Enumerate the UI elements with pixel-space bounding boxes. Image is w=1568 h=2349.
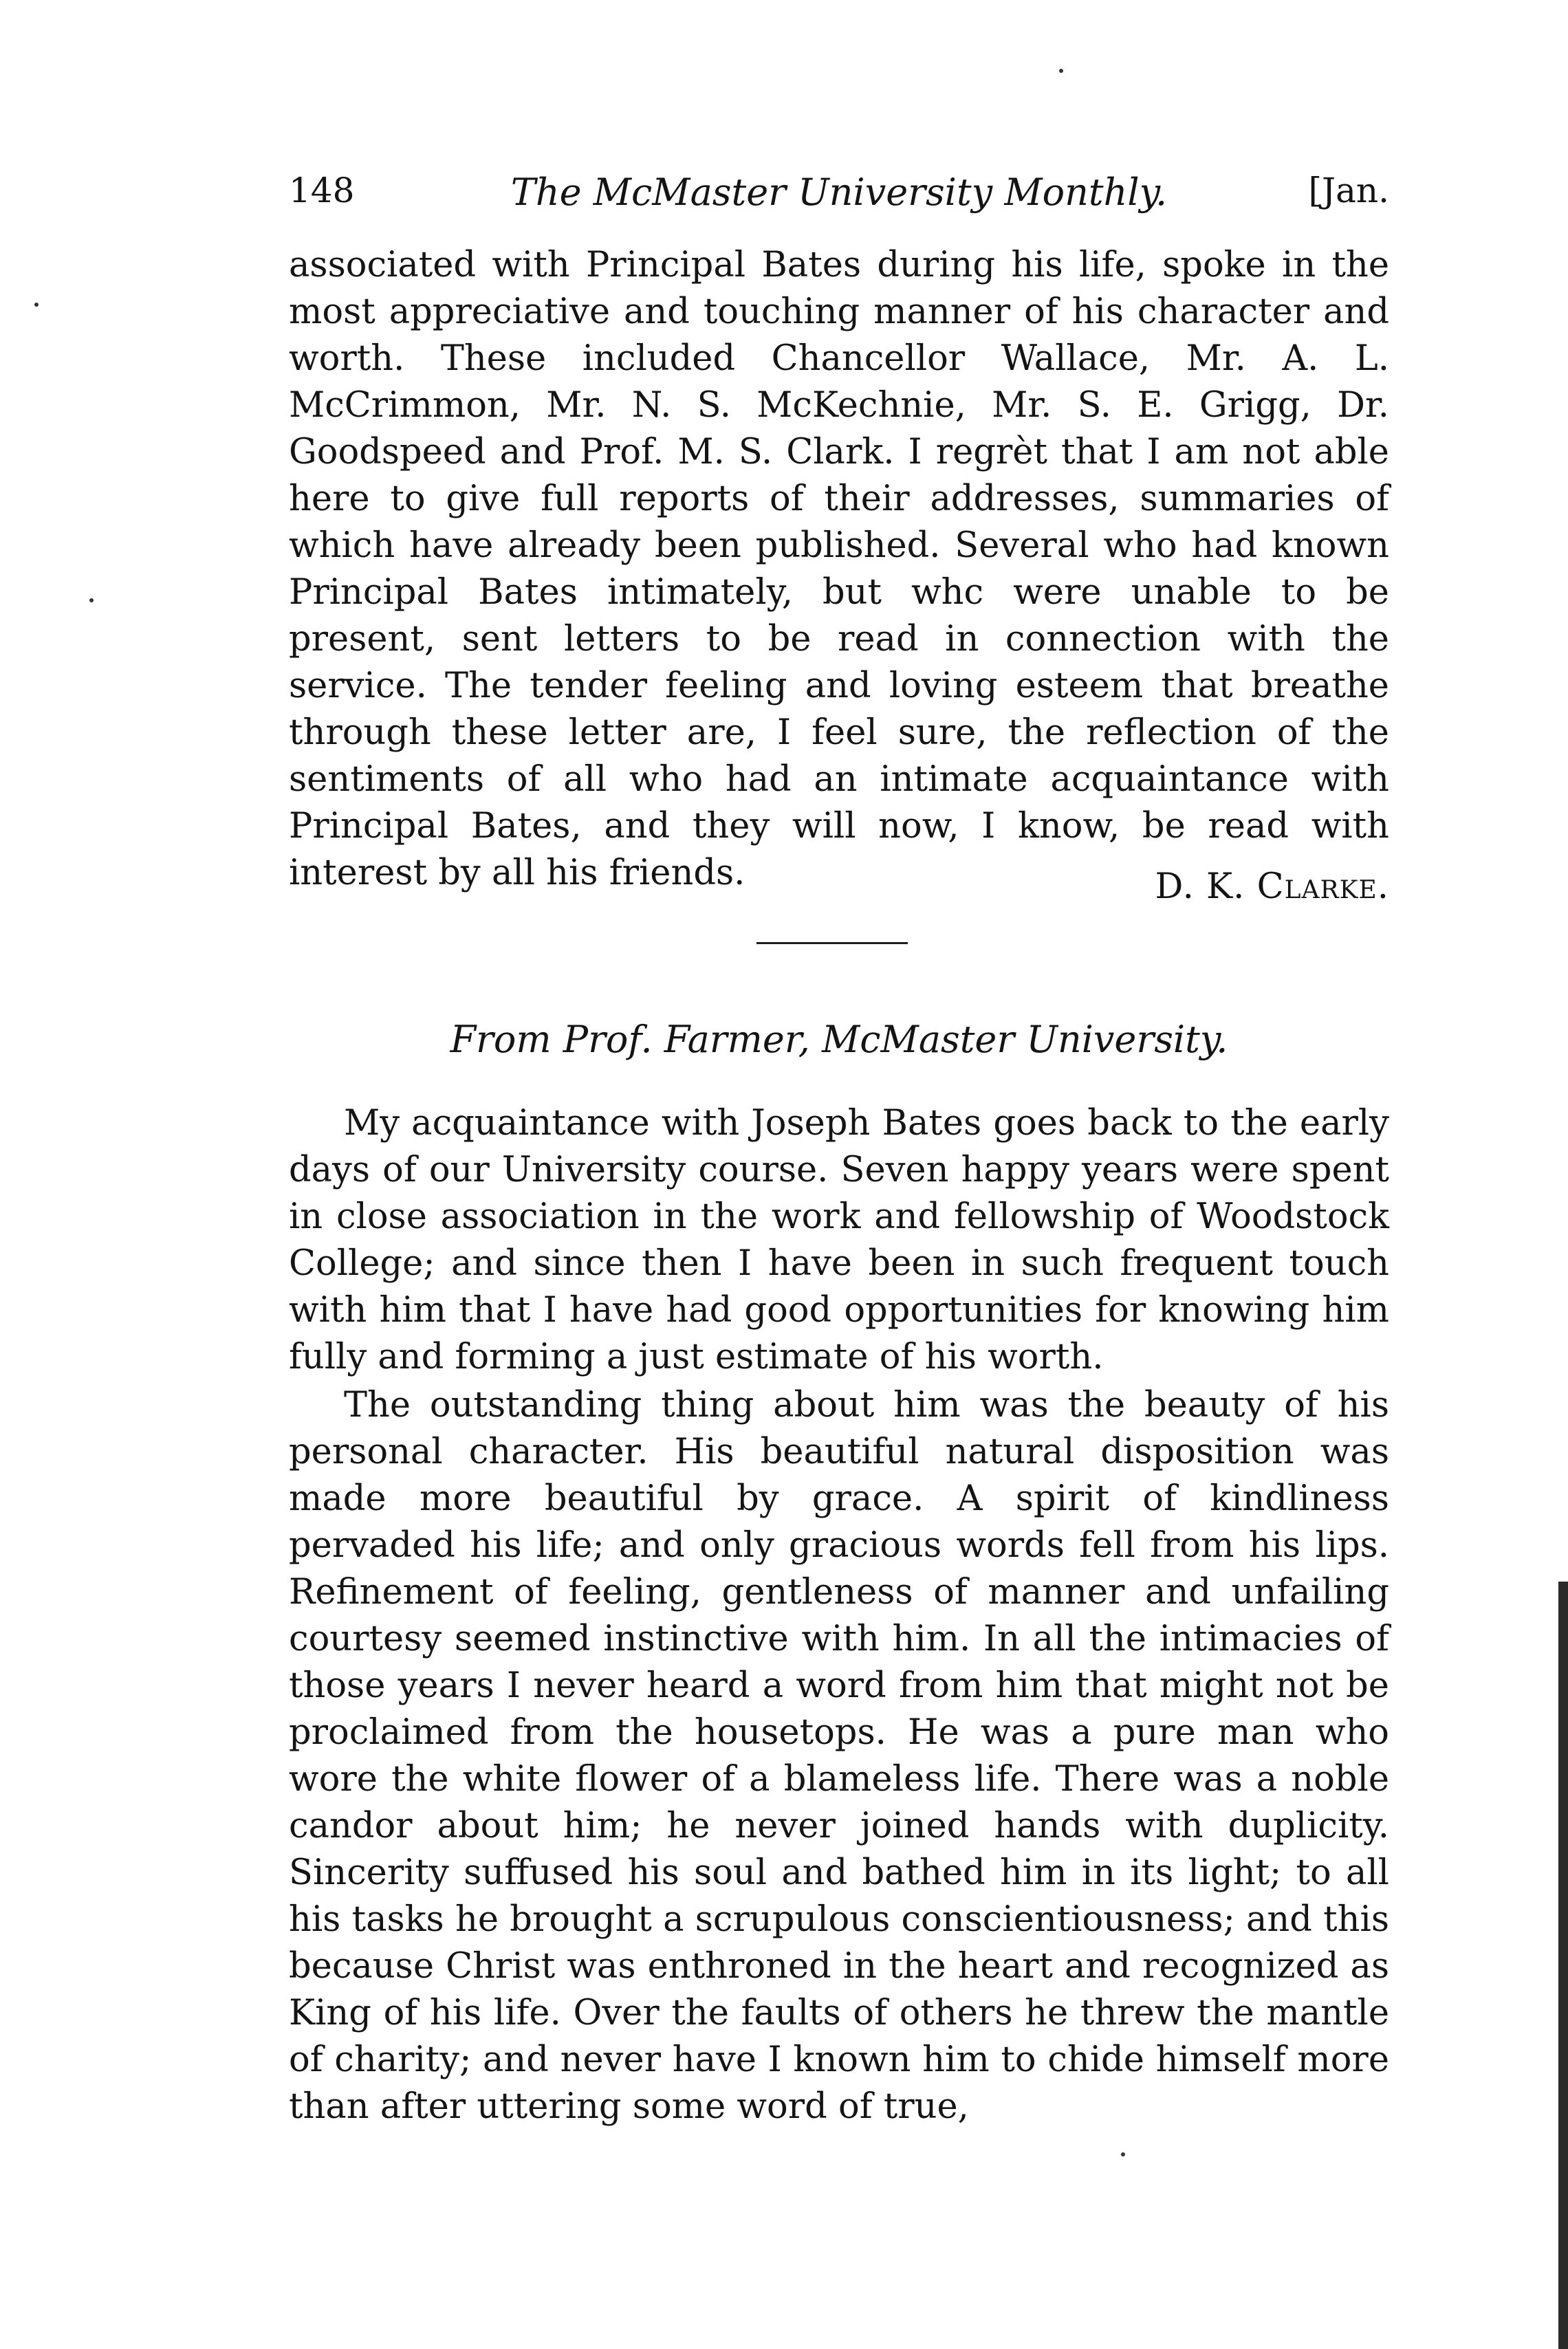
- paragraph-continuation: associated with Principal Bates during his life, spoke in the most appreciative and touching manner of his character and worth. These included Chancellor Wallace, Mr. A. L. McCrimmon, Mr. N. S. McKechnie, Mr. S. E. Grigg, Dr. Goodspeed and Prof. M. S. Clark. I regrèt that I am not able here to give full reports of their addresses, summaries of which have already been published. Several who had known Principal Bates intimately, but whc were unable to be present, sent letters to be read in connection with the service. The tender feeling and loving esteem that breathe through these letter are, I feel sure, the reflection of the sentiments of all who had an intimate acquaintance with Principal Bates, and they will now, I know, be read with interest by all his friends.: [289, 245, 1389, 893]
- issue-month: [Jan.: [1308, 171, 1389, 210]
- paragraph: My acquaintance with Joseph Bates goes back to the early days of our University course. Seven happy years were spent in close association in the work and fellowship of Woodstock College; and since then I have been in such frequent touch with him that I have had good opportunities for knowing him fully and forming a just estimate of his worth.: [289, 1103, 1389, 1377]
- scan-speck: [1059, 69, 1063, 73]
- signature-initials: D. K.: [1155, 866, 1245, 907]
- signature-surname: Clarke.: [1256, 866, 1389, 907]
- page-number: 148: [289, 171, 355, 210]
- page-header: [289, 171, 1389, 226]
- section-divider: [756, 942, 908, 944]
- scan-speck: [89, 598, 94, 602]
- paragraph: The outstanding thing about him was the beauty of his personal character. His beautiful natural disposition was made more beautiful by grace. A spirit of kindliness pervaded his life; and only gracious words fell from his lips. Refinement of feeling, gentleness of manner and unfailing courtesy seemed instinctive with him. In all the intimacies of those years I never heard a word from him that might not be proclaimed from the housetops. He was a pure man who wore the white flower of a blameless life. There was a noble candor about him; he never joined hands with duplicity. Sincerity suffused his soul and bathed him in its light; to all his tasks he brought a scrupulous conscientiousness; and this because Christ was enthroned in the heart and recognized as King of his life. Over the faults of others he threw the mantle of charity; and never have I known him to chide himself more than after uttering some word of true,: [289, 1385, 1389, 2127]
- signature: [1155, 866, 1389, 907]
- scan-edge-shadow: [1558, 1582, 1568, 2349]
- section-heading: From Prof. Farmer, McMaster University.: [450, 1018, 1228, 1061]
- scan-speck: [1121, 2152, 1125, 2156]
- running-title: The McMaster University Monthly.: [510, 171, 1168, 214]
- scan-speck: [34, 303, 39, 307]
